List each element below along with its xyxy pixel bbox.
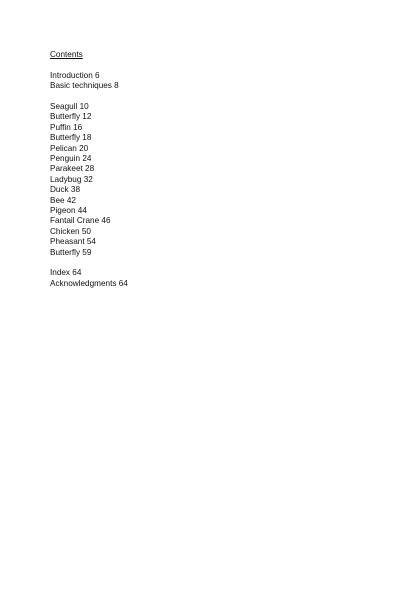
toc-entry: Puffin 16: [50, 122, 83, 132]
toc-entry: Pelican 20: [50, 143, 89, 153]
toc-entry: Basic techniques 8: [50, 81, 119, 91]
toc-entry: Introduction 6: [50, 70, 100, 80]
toc-entry: Seagull 10: [50, 102, 89, 111]
toc-entry: Butterfly 59: [50, 247, 92, 257]
toc-entry: Ladybug 32: [50, 174, 93, 184]
toc-entry: Acknowledgments 64: [50, 278, 128, 288]
contents-heading: Contents: [50, 50, 83, 59]
table-of-contents: [50, 50, 128, 300]
toc-entry: Fantail Crane 46: [50, 216, 111, 226]
toc-entry: Chicken 50: [50, 226, 91, 236]
toc-entry: Duck 38: [50, 185, 81, 195]
toc-entry: Pigeon 44: [50, 206, 87, 216]
toc-entry: Pheasant 54: [50, 237, 96, 247]
toc-group-projects: [50, 102, 128, 258]
toc-entry: Index 64: [50, 268, 82, 278]
toc-entry: Bee 42: [50, 195, 76, 205]
toc-entry: Penguin 24: [50, 154, 92, 164]
toc-entry: Parakeet 28: [50, 164, 95, 174]
toc-group-front-matter: [50, 71, 128, 92]
toc-group-back-matter: [50, 268, 128, 289]
toc-entry: Butterfly 12: [50, 112, 92, 122]
toc-entry: Butterfly 18: [50, 133, 92, 143]
